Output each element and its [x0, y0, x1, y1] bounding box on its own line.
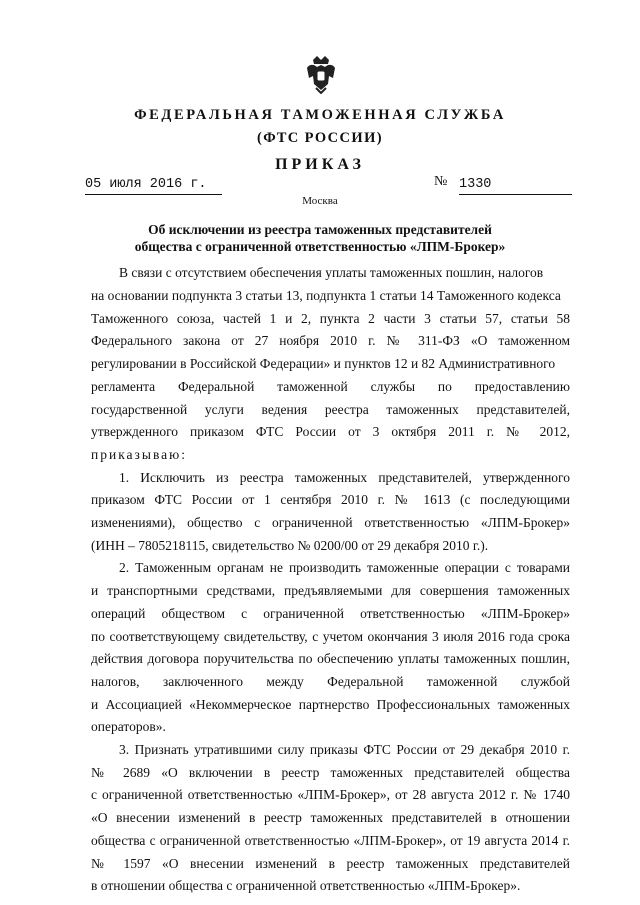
body-line: утвержденного приказом ФТС России от 3 октября 2011 г. № 2012,: [91, 424, 570, 439]
subject-line: Об исключении из реестра таможенных представителей: [148, 222, 492, 237]
body-line: государственной услуги ведения реестра таможенных представителей,: [91, 402, 570, 417]
subject-line: общества с ограниченной ответственностью «ЛПМ-Брокер»: [134, 239, 506, 254]
body-line: на основании подпункта 3 статьи 13, подпункта 1 статьи 14 Таможенного кодекса: [91, 288, 561, 303]
city: Москва: [302, 195, 338, 207]
body-line: «О внесении изменений в реестр таможенных представителей в отношении: [91, 810, 570, 825]
body-line: операций обществом с ограниченной ответственностью «ЛПМ-Брокер»: [91, 606, 570, 621]
body-line: и транспортными средствами, предъявляемыми для совершения таможенных: [91, 583, 570, 598]
number-label: №: [434, 174, 448, 189]
body-line: Федерального закона от 27 ноября 2010 г. № 311-ФЗ «О таможенном: [91, 333, 570, 348]
body-line: (ИНН – 7805218115, свидетельство № 0200/00 от 29 декабря 2010 г.).: [91, 538, 489, 553]
body-line: в отношении общества с ограниченной ответственностью «ЛПМ-Брокер».: [91, 878, 521, 893]
body-line: действия договора поручительства по обеспечению уплаты таможенных пошлин,: [91, 651, 570, 666]
org-name: ФЕДЕРАЛЬНАЯ ТАМОЖЕННАЯ СЛУЖБА: [134, 107, 506, 123]
body-line: общества с ограниченной ответственностью «ЛПМ-Брокер», от 19 августа 2014 г.: [91, 833, 570, 848]
body-line: 1. Исключить из реестра таможенных представителей, утвержденного: [119, 470, 570, 485]
body-line: приказом ФТС России от 1 сентября 2010 г. № 1613 (с последующими: [91, 492, 570, 507]
body-line: с ограниченной ответственностью «ЛПМ-Брокер», от 28 августа 2012 г. № 1740: [91, 787, 570, 802]
body-line: 3. Признать утратившими силу приказы ФТС России от 29 декабря 2010 г.: [119, 742, 570, 757]
body-line: В связи с отсутствием обеспечения уплаты таможенных пошлин, налогов: [119, 265, 544, 280]
body-line: по соответствующему свидетельству, с учетом окончания 3 июля 2016 года срока: [91, 629, 570, 644]
body-line: регулировании в Российской Федерации» и пунктов 12 и 82 Административного: [91, 356, 556, 371]
coat-of-arms-emblem: [304, 54, 338, 94]
body-line: № 1597 «О внесении изменений в реестр таможенных представителей: [91, 856, 570, 871]
document-date: 05 июля 2016 г.: [85, 176, 222, 195]
body-line: и Ассоциацией «Некоммерческое партнерство Профессиональных таможенных: [91, 697, 570, 712]
document-number: 1330: [459, 176, 572, 195]
body-line: приказываю:: [91, 447, 187, 462]
body-line: налогов, заключенного между Федеральной таможенной службой: [91, 674, 570, 689]
body-line: операторов».: [91, 719, 166, 734]
body-line: регламента Федеральной таможенной службы по предоставлению: [91, 379, 570, 394]
body-line: 2. Таможенным органам не производить таможенные операции с товарами: [119, 560, 570, 575]
org-abbreviation: (ФТС РОССИИ): [256, 130, 384, 146]
body-line: № 2689 «О включении в реестр таможенных представителей общества: [91, 765, 570, 780]
body-line: изменениями), общество с ограниченной ответственностью «ЛПМ-Брокер»: [91, 515, 570, 530]
document-type: ПРИКАЗ: [275, 156, 365, 173]
body-line: Таможенного союза, частей 1 и 2, пункта 2 части 3 статьи 57, статьи 58: [91, 311, 570, 326]
